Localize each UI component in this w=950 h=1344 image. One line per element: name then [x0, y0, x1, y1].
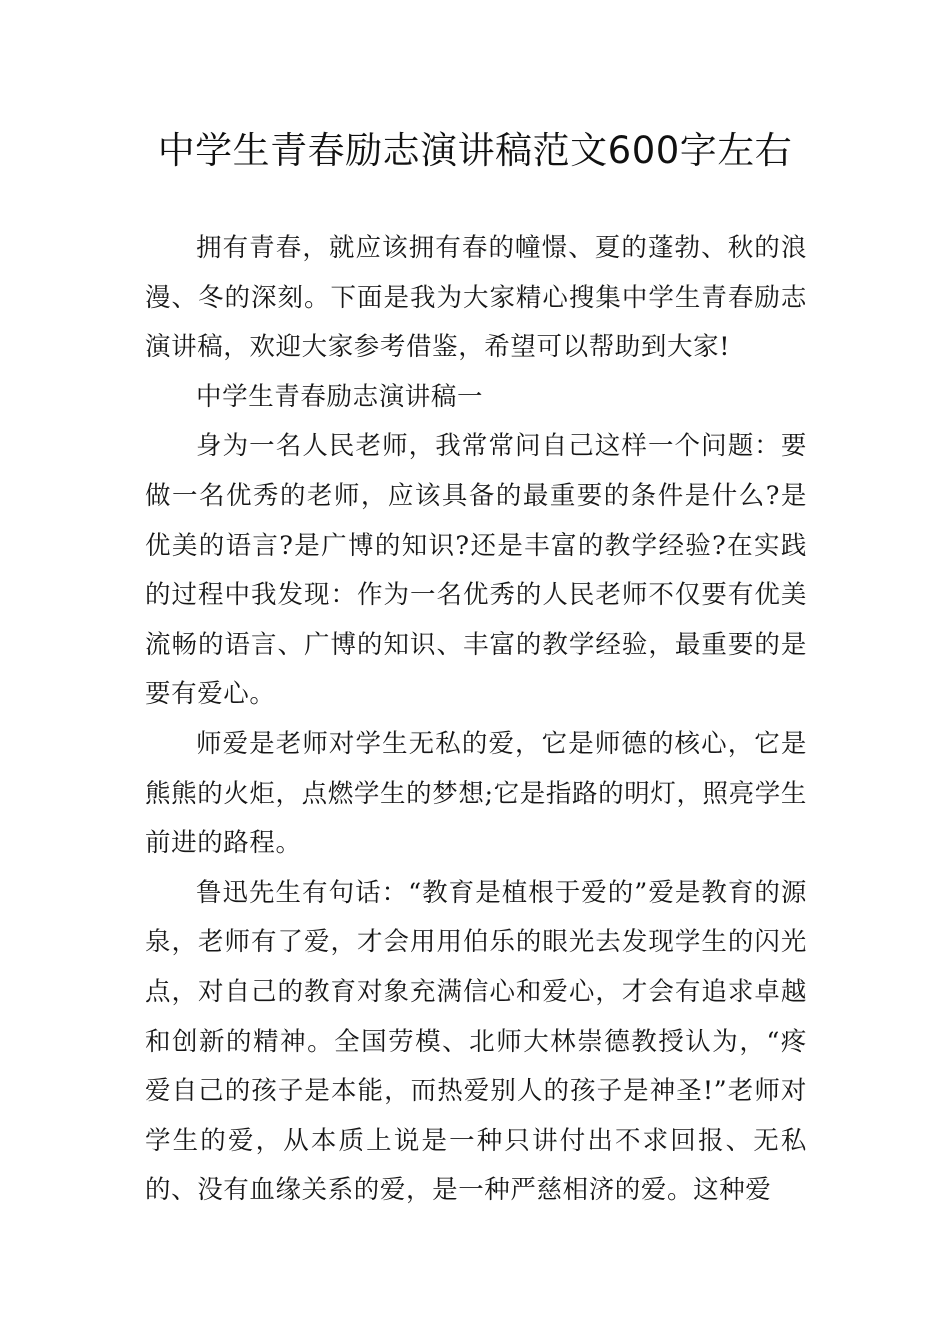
- body-paragraph: 师爱是老师对学生无私的爱，它是师德的核心，它是熊熊的火炬，点燃学生的梦想;它是指路的明灯，照亮学生前进的路程。: [145, 728, 807, 859]
- section-heading: 中学生青春励志演讲稿一: [196, 381, 484, 412]
- intro-paragraph: 拥有青春，就应该拥有春的幢憬、夏的蓬勃、秋的浪漫、冬的深刻。下面是我为大家精心搜集中学生青春励志演讲稿，欢迎大家参考借鉴，希望可以帮助到大家!: [145, 233, 807, 363]
- body-paragraph: 身为一名人民老师，我常常问自己这样一个问题：要做一名优秀的老师，应该具备的最重要的条件是什么?是优美的语言?是广博的知识?还是丰富的教学经验?在实践的过程中我发现：作为一名优秀的人民老师不仅要有优美流畅的语言、广博的知识、丰富的教学经验，最重要的是要有爱心。: [145, 431, 807, 710]
- document-title: 中学生青春励志演讲稿范文600字左右: [157, 129, 793, 172]
- body-paragraph: 鲁迅先生有句话：“教育是植根于爱的”爱是教育的源泉，老师有了爱，才会用用伯乐的眼光去发现学生的闪光点，对自己的教育对象充满信心和爱心，才会有追求卓越和创新的精神。全国劳模、北师大林崇德教授认为，“疼爱自己的孩子是本能，而热爱别人的孩子是神圣!”老师对学生的爱，从本质上说是一种只讲付出不求回报、无私的、没有血缘关系的爱，是一种严慈相济的爱。这种爱: [145, 877, 807, 1206]
- document-body: [145, 224, 807, 1216]
